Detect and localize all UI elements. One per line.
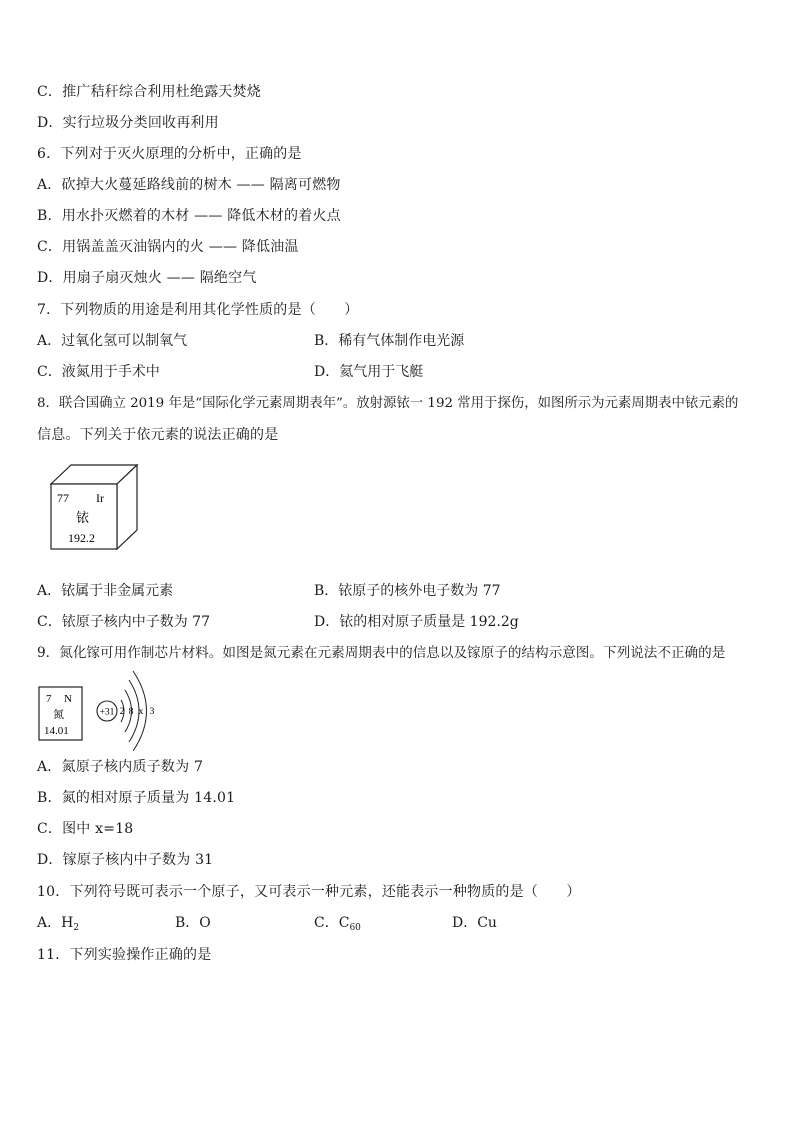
q7-option-d: D．氦气用于飞艇 [314, 364, 424, 380]
q10-option-d: D．Cu [452, 915, 497, 931]
gallium-atom-structure [92, 668, 166, 754]
q9-option-c: C．图中 x=18 [37, 821, 134, 837]
nitrogen-atomic-mass: 14.01 [44, 725, 69, 737]
q6-option-d: D．用扇子扇灭烛火 —— 隔绝空气 [37, 270, 257, 286]
q10-option-a-text: A．H [37, 915, 74, 931]
iridium-name: 铱 [76, 511, 90, 526]
iridium-symbol: Ir [96, 491, 104, 505]
shell-4-electrons: 3 [149, 707, 155, 717]
q5-option-d: D．实行垃圾分类回收再利用 [37, 115, 219, 131]
question-10: 10．下列符号既可表示一个原子，又可表示一种元素，还能表示一种物质的是（ ） [37, 884, 581, 900]
q10-option-a-subscript: 2 [73, 923, 80, 933]
iridium-atomic-mass: 192.2 [68, 531, 95, 545]
q8-option-c: C．铱原子核内中子数为 77 [37, 614, 210, 630]
q9-option-b: B．氮的相对原子质量为 14.01 [37, 790, 236, 806]
q10-option-c-subscript: 60 [349, 923, 361, 933]
q6-option-c: C．用锅盖盖灭油锅内的火 —— 降低油温 [37, 239, 299, 255]
q6-option-a: A．砍掉大火蔓延路线前的树木 —— 隔离可燃物 [37, 177, 341, 193]
q7-option-a: A．过氧化氢可以制氧气 [37, 333, 188, 349]
q10-option-c [314, 914, 361, 932]
shell-2-electrons: 8 [128, 707, 134, 717]
q6-option-b: B．用水扑灭燃着的木材 —— 降低木材的着火点 [37, 208, 341, 224]
question-11: 11．下列实验操作正确的是 [37, 947, 212, 963]
question-6: 6．下列对于灭火原理的分析中，正确的是 [37, 146, 302, 162]
question-9: 9．氮化镓可用作制芯片材料。如图是氮元素在元素周期表中的信息以及镓原子的结构示意图。下列说法不正确的是 [37, 645, 726, 661]
iridium-element-cube [48, 462, 140, 554]
nitrogen-element-box [38, 686, 84, 742]
question-7: 7．下列物质的用途是利用其化学性质的是（ ） [37, 302, 359, 318]
nitrogen-name: 氮 [53, 708, 64, 721]
q8-option-a: A．铱属于非金属元素 [37, 583, 174, 599]
gallium-nucleus-charge: +31 [99, 707, 115, 718]
nitrogen-atomic-number: 7 [46, 693, 52, 705]
question-8-line-2: 信息。下列关于依元素的说法正确的是 [37, 427, 279, 443]
q5-option-c: C．推广秸秆综合利用杜绝露天焚烧 [37, 84, 261, 100]
q9-option-a: A．氮原子核内质子数为 7 [37, 759, 204, 775]
q9-option-d: D．镓原子核内中子数为 31 [37, 852, 214, 868]
iridium-atomic-number: 77 [57, 491, 69, 505]
question-8-line-1: 8．联合国确立 2019 年是“国际化学元素周期表年”。放射源铱一 192 常用于探伤，如图所示为元素周期表中铱元素的 [37, 396, 739, 411]
q8-option-d: D．铱的相对原子质量是 192.2g [314, 614, 519, 630]
q10-option-b: B．O [175, 915, 211, 931]
q8-option-b: B．铱原子的核外电子数为 77 [314, 583, 501, 599]
q7-option-b: B．稀有气体制作电光源 [314, 333, 465, 349]
shell-1-electrons: 2 [119, 707, 125, 717]
q7-option-c: C．液氮用于手术中 [37, 364, 160, 380]
nitrogen-symbol: N [64, 693, 72, 705]
q10-option-c-text: C．C [314, 915, 350, 931]
shell-3-electrons: x [138, 707, 144, 717]
q10-option-a [37, 914, 79, 932]
